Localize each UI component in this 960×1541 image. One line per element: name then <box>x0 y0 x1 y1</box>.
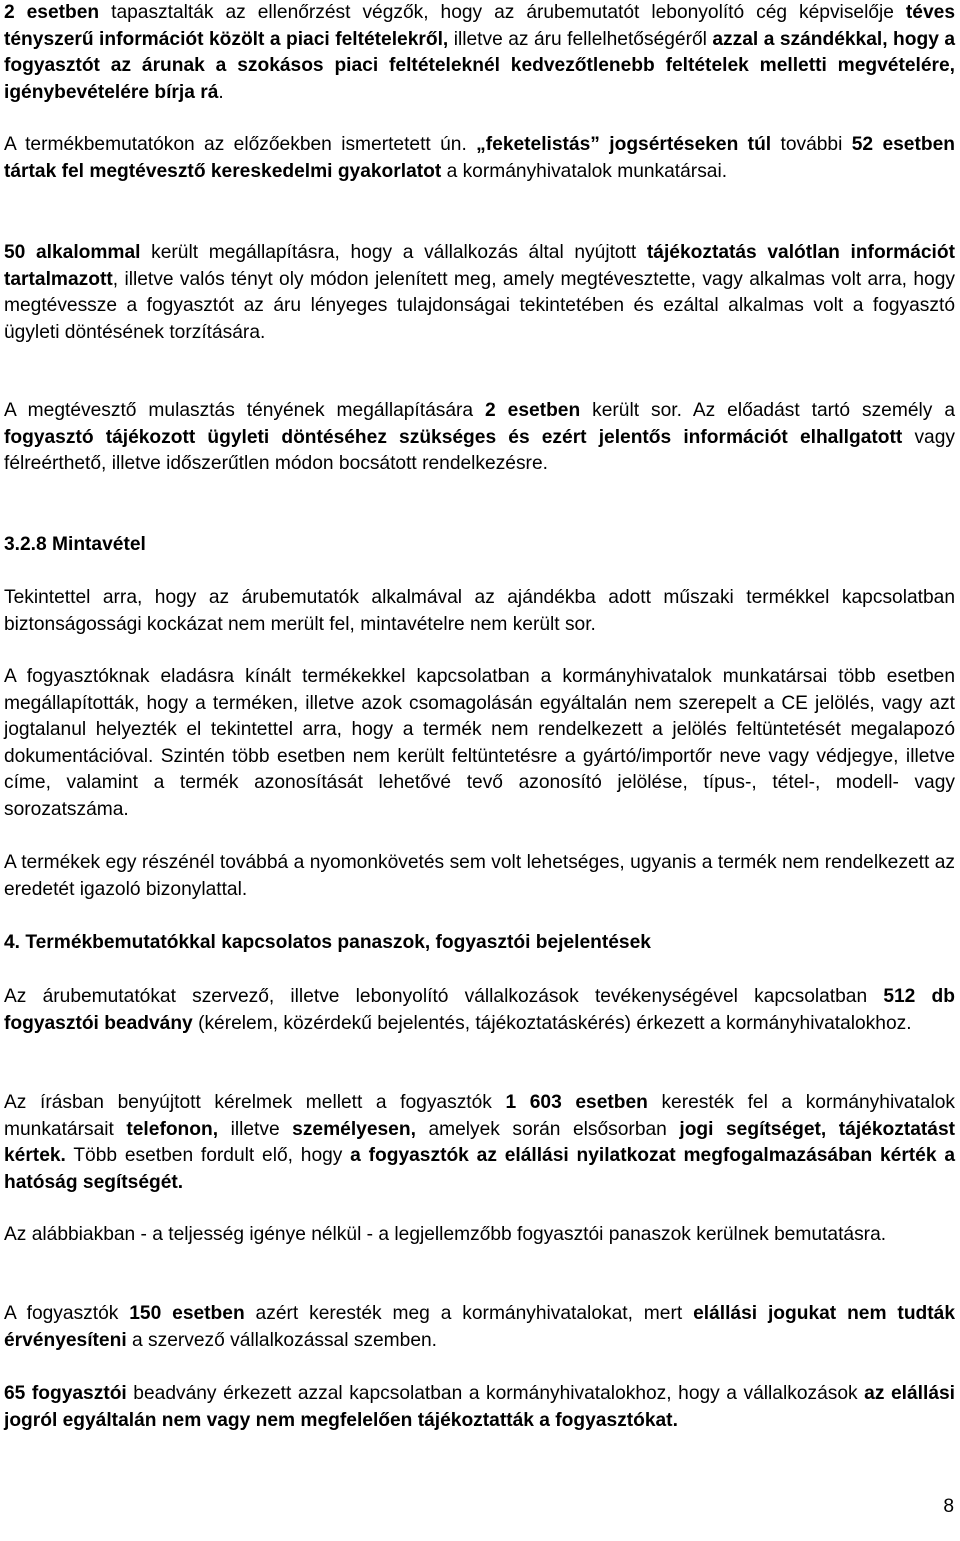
bold-text-run: 2 esetben <box>4 2 100 23</box>
bold-text-run: azzal a szándékkal, hogy a fogyasztót az árunak a szokásos piaci feltételeknél kedvezőtlenebb feltételek melletti megvételére, igénybevételére bírja rá <box>4 28 955 103</box>
bold-text-run: „feketelistás” <box>476 134 600 155</box>
paragraph-5 <box>4 585 955 638</box>
text-run: Az árubemutatókat szervező, illetve lebonyolító vállalkozások tevékenységével kapcsolatban <box>4 986 884 1007</box>
bold-text-run: 52 esetben tártak fel megtévesztő kereskedelmi gyakorlatot <box>4 134 955 182</box>
bold-text-run: 50 alkalommal <box>4 242 141 263</box>
bold-text-run: 1 603 esetben <box>505 1092 648 1113</box>
text-run: Tekintettel arra, hogy az árubemutatók alkalmával az ajándékba adott műszaki termékkel kapcsolatban biztonságossági kockázat nem merült fel, mintavételre nem került sor. <box>4 587 955 635</box>
bold-text-run: a fogyasztók az elállási nyilatkozat megfogalmazásában kérték a hatóság segítségét. <box>4 1145 955 1193</box>
section-heading-panaszok <box>4 930 955 957</box>
page-number: 8 <box>943 1496 954 1517</box>
bold-text-run: személyesen, <box>292 1118 416 1140</box>
text-run: A megtévesztő mulasztás tényének megállapítására <box>4 400 486 421</box>
bold-text-run: telefonon, <box>126 1118 219 1140</box>
text-run: A fogyasztóknak eladásra kínált termékekkel kapcsolatban a kormányhivatalok munkatársai több esetben megállapították, hogy a terméken, illetve azok csomagolásán egyáltalán nem szerepelt a CE jelölés, vagy azt jogtalanul helyezték el tekintettel arra, hogy a termék nem rendelkezett a jelölés feltüntetését megalapozó dokumentációval. Szintén több esetben nem került feltüntetésre a gyártó/importőr neve vagy védjegye, illetve címe, valamint a termék azonosítását lehetővé tevő azonosító jelölése, típus-, tétel-, modell- vagy sorozatszáma. <box>4 666 955 820</box>
bold-text-run: 512 db fogyasztói beadvány <box>4 986 955 1034</box>
text-run: tapasztalták az ellenőrzést végzők, hogy az árubemutatót lebonyolító cég képviselője <box>99 2 906 23</box>
bold-text-run: fogyasztó tájékozott ügyleti döntéséhez szükséges és ezért jelentős információt elhallgatott <box>4 426 903 448</box>
text-run: , illetve valós tényt oly módon jelenített meg, amely megtévesztette, vagy alkalmas volt arra, hogy megtévessze a fogyasztót az áru lényeges tulajdonságai tekintetében és ezáltal alkalmas volt a fogyasztó ügyleti döntésének torzítására. <box>4 268 955 343</box>
text-run: Az írásban benyújtott kérelmek mellett a fogyasztók <box>4 1092 506 1113</box>
bold-text-run: 150 esetben <box>129 1303 245 1324</box>
bold-text-run: téves tényszerű információt közölt a piaci feltételekről, <box>4 2 955 50</box>
paragraph-11 <box>4 1301 955 1354</box>
text-run: további <box>771 134 852 155</box>
paragraph-4 <box>4 398 955 478</box>
text-run: Az alábbiakban - a teljesség igénye nélkül - a legjellemzőbb fogyasztói panaszok kerülnek bemutatásra. <box>4 1224 887 1245</box>
text-run: került sor. Az előadást tartó személy a <box>580 400 955 421</box>
text-run: került megállapításra, hogy a vállalkozás által nyújtott <box>140 242 647 263</box>
text-run: keresték fel a kormányhivatalok munkatársait <box>4 1092 955 1140</box>
paragraph-8 <box>4 984 955 1037</box>
text-run <box>600 134 609 155</box>
text-run: . <box>218 81 224 103</box>
text-run: A termékek egy részénél továbbá a nyomonkövetés sem volt lehetséges, ugyanis a termék nem rendelkezett az eredetét igazoló bizonylattal. <box>4 852 955 900</box>
bold-text-run: 2 esetben <box>485 400 581 421</box>
bold-text-run: 65 fogyasztói <box>4 1383 127 1404</box>
paragraph-12 <box>4 1381 955 1434</box>
text-run: A fogyasztók <box>4 1303 130 1324</box>
text-run: illetve <box>218 1118 293 1140</box>
bold-text-run: jogsértéseken túl <box>609 134 772 155</box>
text-run: a szervező vállalkozással szemben. <box>126 1329 438 1351</box>
paragraph-3 <box>4 240 955 346</box>
bold-text-run: elállási jogukat nem tudták érvényesíteni <box>4 1303 955 1351</box>
bold-text-run: az elállási jogról egyáltalán nem vagy nem megfelelően tájékoztatták a fogyasztókat. <box>4 1383 955 1431</box>
text-run: vagy félreérthető, illetve időszerűtlen módon bocsátott rendelkezésre. <box>4 426 955 474</box>
bold-text-run: tájékoztatás valótlan információt tartalmazott <box>4 242 955 290</box>
paragraph-2 <box>4 132 955 185</box>
bold-text-run: 3.2.8 Mintavétel <box>4 534 146 555</box>
text-run: azért keresték meg a kormányhivatalokat, mert <box>244 1303 694 1324</box>
paragraph-9 <box>4 1090 955 1196</box>
paragraph-6 <box>4 664 955 823</box>
bold-text-run: 4. Termékbemutatókkal kapcsolatos panaszok, fogyasztói bejelentések <box>4 932 651 953</box>
paragraph-1 <box>4 0 955 106</box>
paragraph-7 <box>4 850 955 903</box>
text-run: illetve az áru fellelhetőségéről <box>448 28 713 50</box>
text-run: amelyek során elsősorban <box>415 1118 680 1140</box>
text-run: beadvány érkezett azzal kapcsolatban a kormányhivatalokhoz, hogy a vállalkozások <box>126 1383 865 1404</box>
section-heading-mintavetel <box>4 532 955 559</box>
bold-text-run: jogi segítséget, tájékoztatást kértek. <box>4 1118 956 1166</box>
text-run: A termékbemutatókon az előzőekben ismertetett ún. <box>4 134 477 155</box>
text-run: a kormányhivatalok munkatársai. <box>441 160 728 182</box>
text-run: Több esetben fordult elő, hogy <box>65 1145 351 1166</box>
text-run: (kérelem, közérdekű bejelentés, tájékoztatáskérés) érkezett a kormányhivatalokhoz. <box>192 1012 912 1034</box>
paragraph-10 <box>4 1222 955 1249</box>
